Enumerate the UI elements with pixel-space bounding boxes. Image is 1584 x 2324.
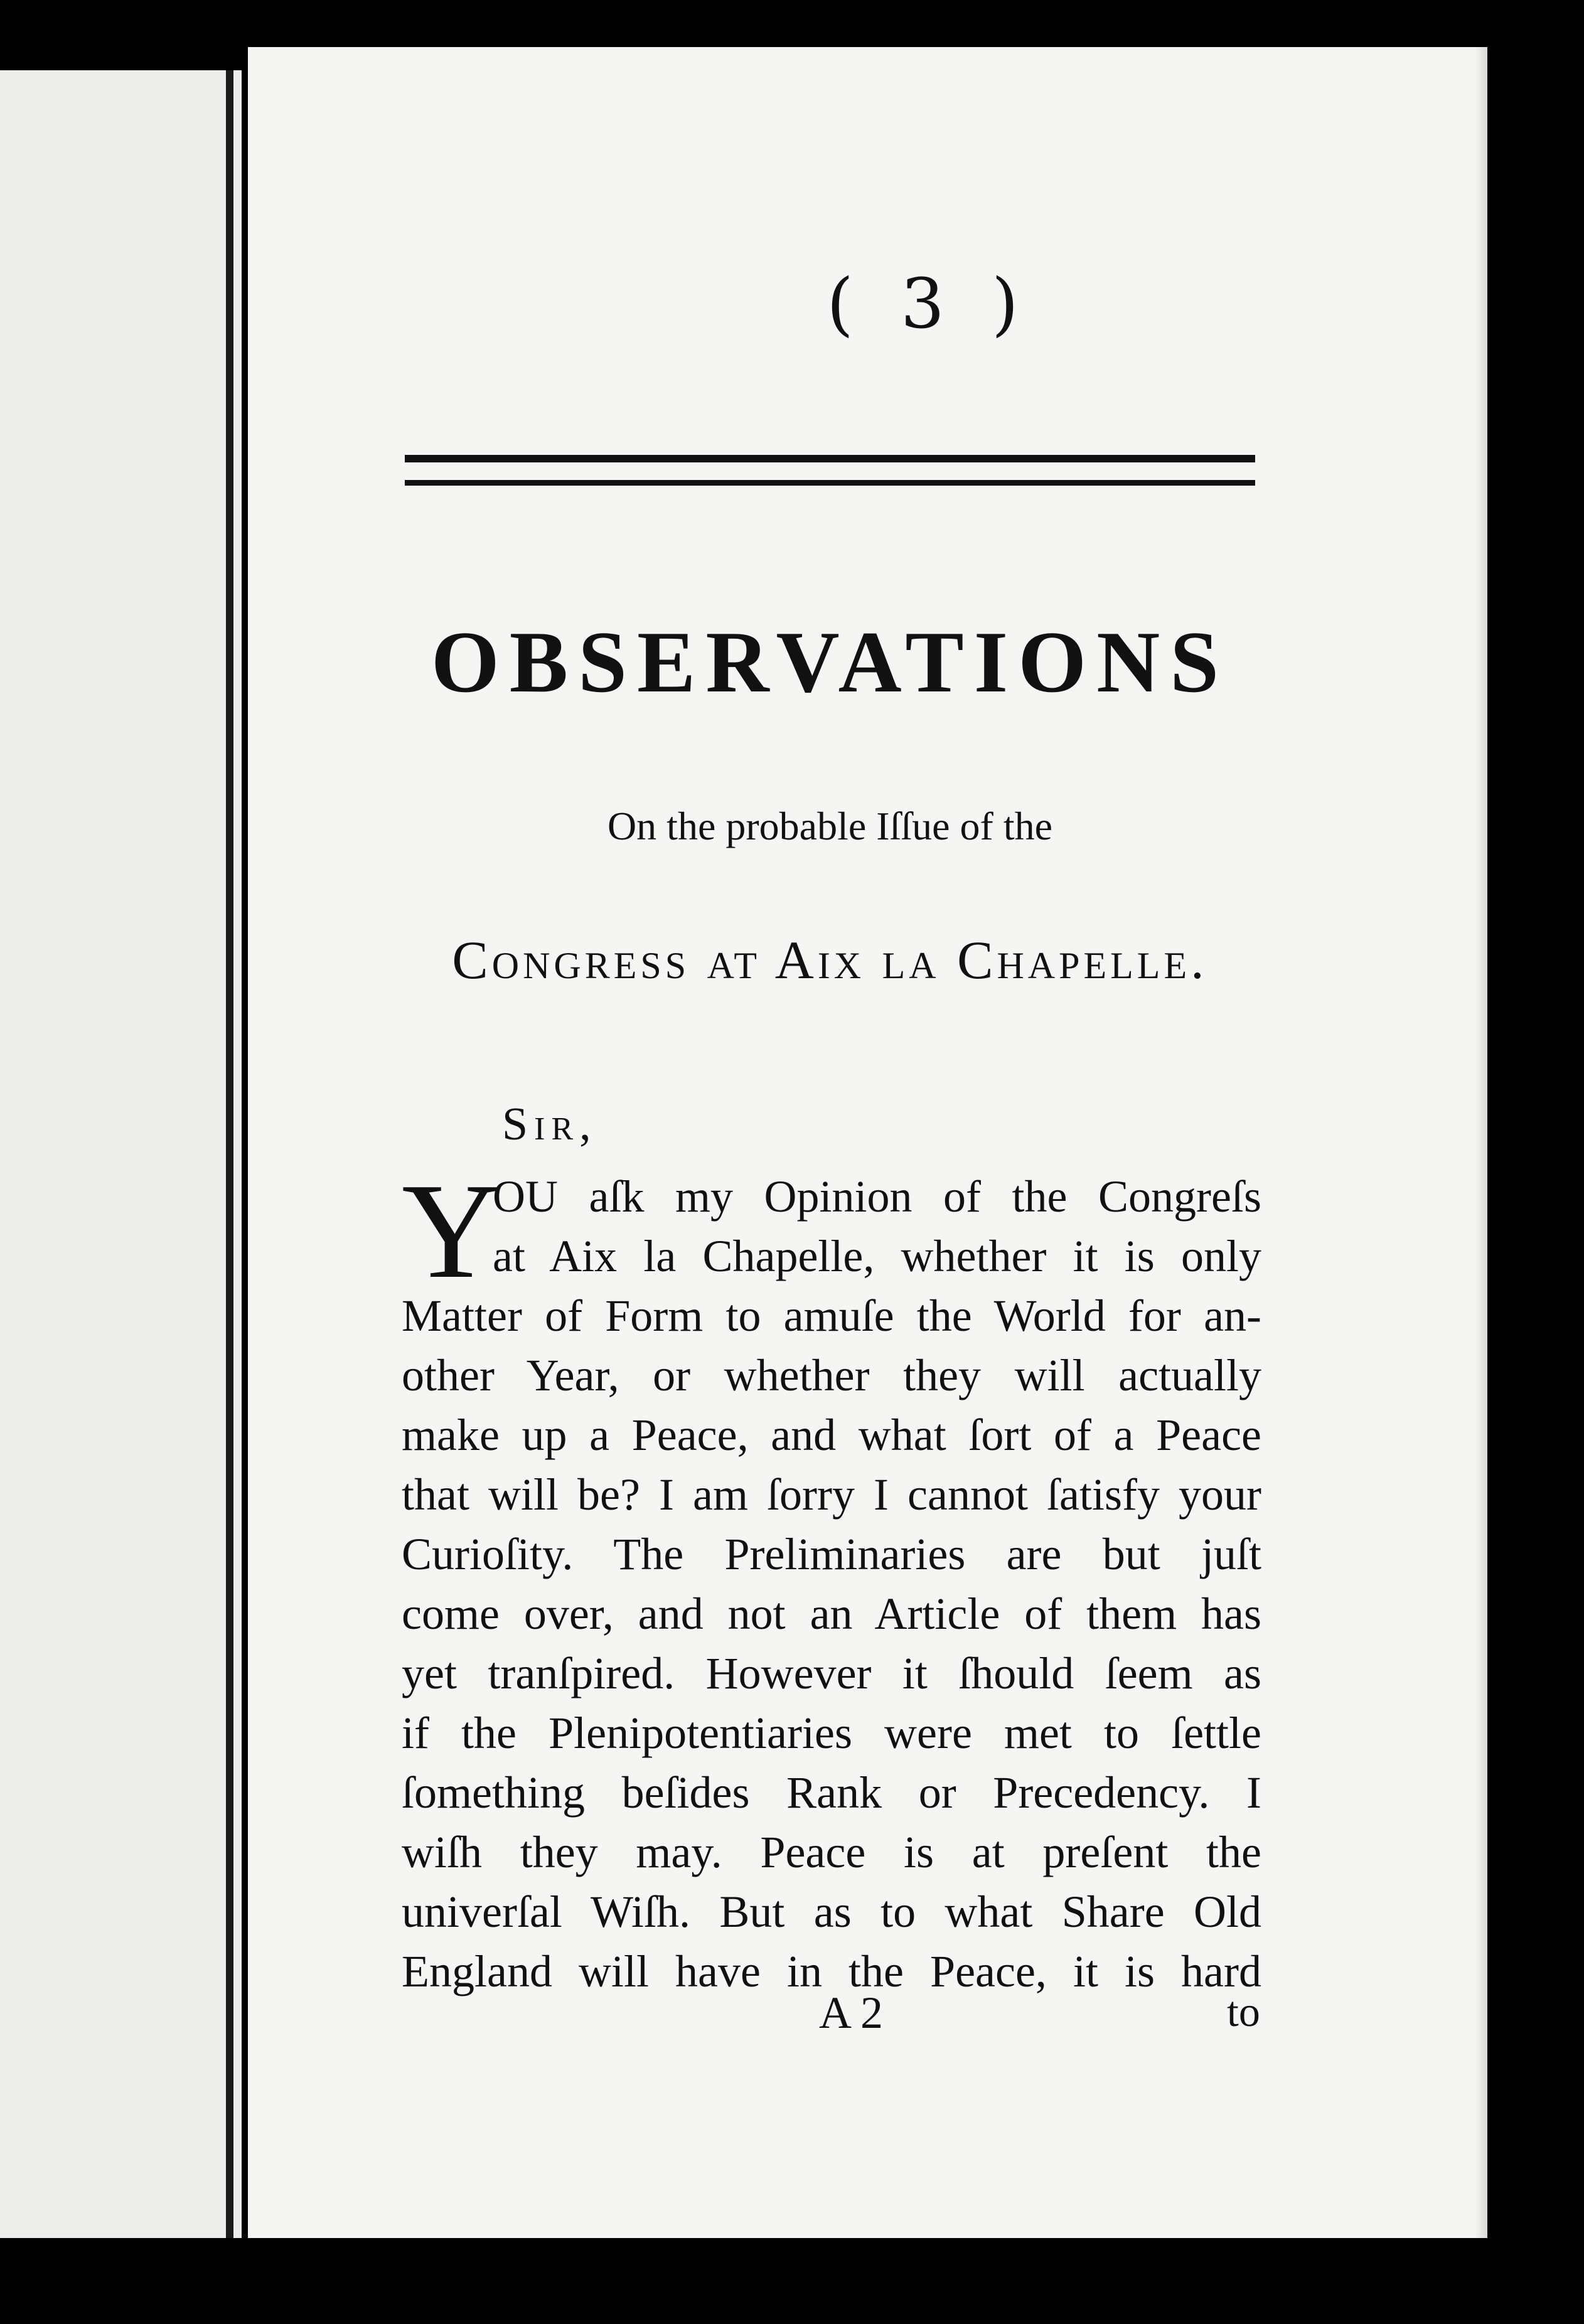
text-line: univerſal Wiſh. But as to what Share Old <box>402 1887 1261 1937</box>
page-number: ( 3 ) <box>827 264 1031 344</box>
text-line: OU aſk my Opinion of the Congreſs <box>493 1171 1261 1222</box>
book-page <box>248 47 1487 2238</box>
drop-cap: Y <box>402 1156 501 1307</box>
text-line: yet tranſpired. However it ſhould ſeem as <box>402 1648 1261 1698</box>
signature-mark: A 2 <box>819 1988 884 2038</box>
facing-page <box>0 70 242 2238</box>
text-line: England will have in the Peace, it is hard <box>402 1946 1261 1996</box>
congress-heading: Congress at Aix la Chapelle. <box>452 930 1208 990</box>
page-title: OBSERVATIONS <box>431 614 1229 711</box>
page-subtitle: On the probable Iſſue of the <box>607 804 1053 848</box>
gutter-line <box>226 70 233 2238</box>
text-line: Curioſity. The Preliminaries are but juſt <box>402 1529 1261 1579</box>
text-line: other Year, or whether they will actually <box>402 1350 1261 1400</box>
text-line: make up a Peace, and what ſort of a Peace <box>402 1410 1261 1460</box>
salutation: Sir, <box>502 1099 597 1150</box>
text-line: ſomething beſides Rank or Precedency. I <box>402 1767 1261 1818</box>
body-text <box>402 1156 1261 2002</box>
text-line: at Aix la Chapelle, whether it is only <box>493 1231 1261 1281</box>
text-line: Matter of Form to amuſe the World for an- <box>402 1291 1261 1341</box>
text-line: if the Plenipotentiaries were met to ſettle <box>402 1708 1261 1758</box>
catchword: to <box>1227 1988 1260 2035</box>
text-line: wiſh they may. Peace is at preſent the <box>402 1827 1261 1877</box>
header-rule-bottom <box>405 480 1255 486</box>
header-rule-top <box>405 455 1255 462</box>
text-line: that will be? I am ſorry I cannot ſatisfy your <box>402 1469 1261 1520</box>
page-edge-shadow <box>1475 47 1487 2238</box>
text-line: come over, and not an Article of them has <box>402 1589 1261 1639</box>
